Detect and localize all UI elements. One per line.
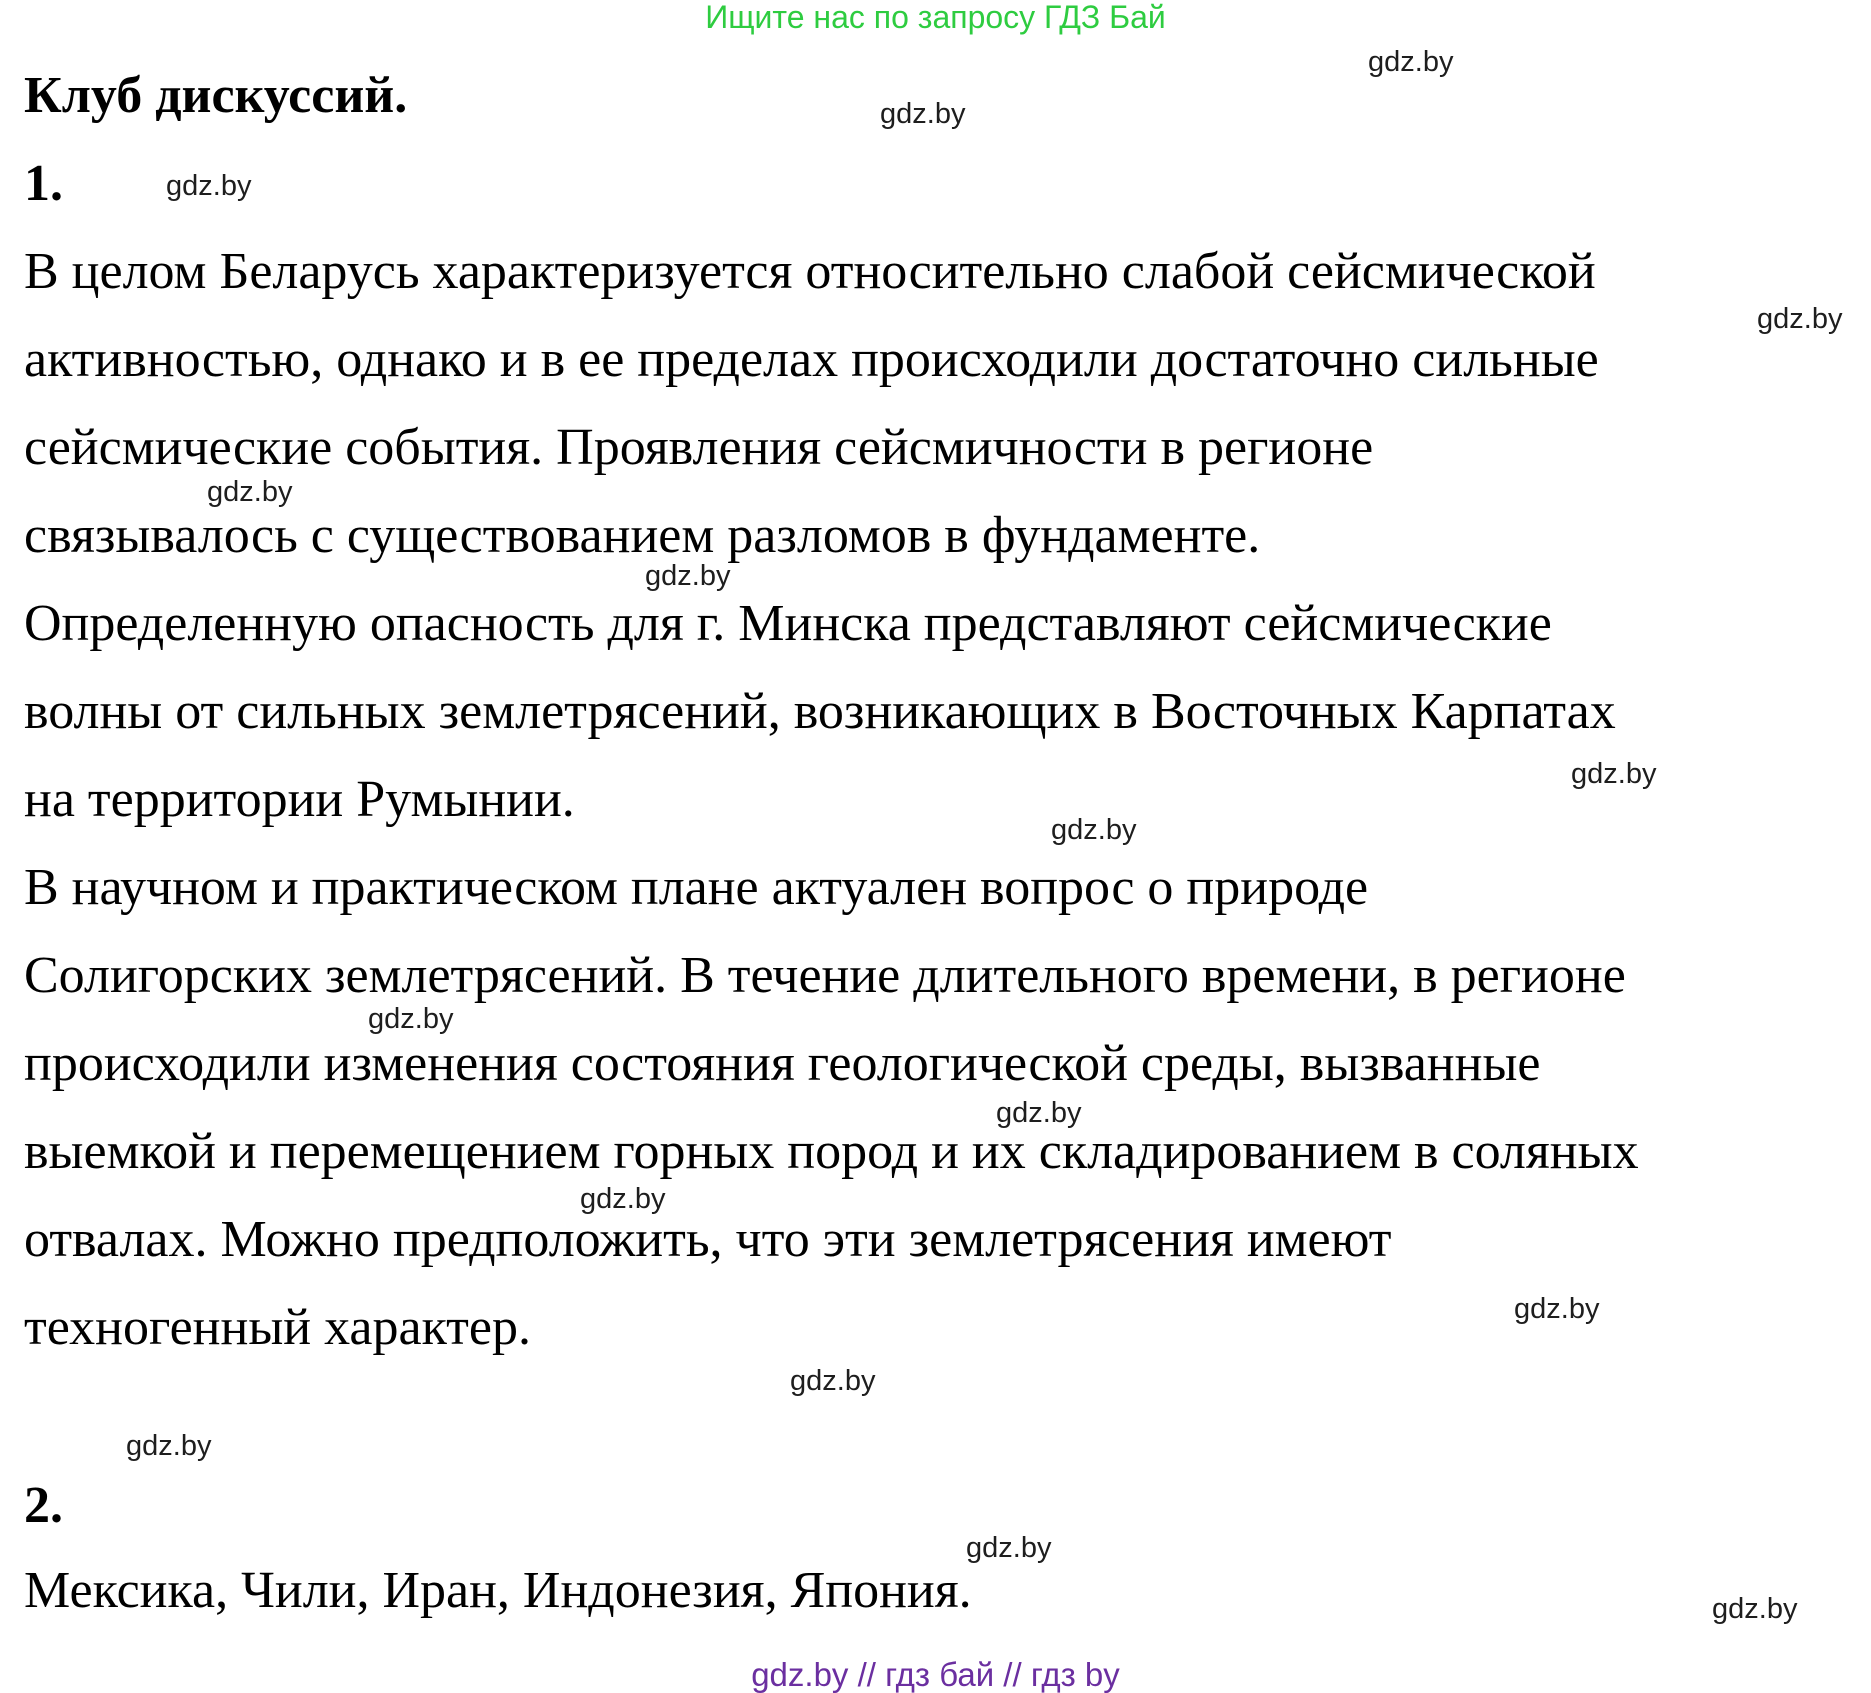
answer-number-2: 2. <box>24 1477 63 1534</box>
watermark: gdz.by <box>880 98 966 130</box>
text-line: на территории Румынии. <box>24 771 575 828</box>
watermark: gdz.by <box>1712 1593 1798 1625</box>
watermark: gdz.by <box>126 1430 212 1462</box>
text-line: выемкой и перемещением горных пород и их складированием в соляных <box>24 1123 1639 1180</box>
text-line: Мексика, Чили, Иран, Индонезия, Япония. <box>24 1562 972 1619</box>
text-line: В научном и практическом плане актуален вопрос о природе <box>24 859 1369 916</box>
watermark: gdz.by <box>207 476 293 508</box>
watermark: gdz.by <box>368 1003 454 1035</box>
answer-number-1: 1. <box>24 155 63 212</box>
watermark: gdz.by <box>1051 814 1137 846</box>
watermark: gdz.by <box>1571 758 1657 790</box>
watermark: gdz.by <box>1514 1293 1600 1325</box>
text-line: Солигорских землетрясений. В течение длительного времени, в регионе <box>24 947 1626 1004</box>
watermark: gdz.by <box>1368 46 1454 78</box>
text-line: происходили изменения состояния геологической среды, вызванные <box>24 1035 1541 1092</box>
text-line: техногенный характер. <box>24 1299 531 1356</box>
watermark: gdz.by <box>645 560 731 592</box>
text-line: связывалось с существованием разломов в фундаменте. <box>24 507 1261 564</box>
text-line: сейсмические события. Проявления сейсмичности в регионе <box>24 419 1374 476</box>
text-line: отвалах. Можно предположить, что эти землетрясения имеют <box>24 1211 1392 1268</box>
answer-text-2 <box>24 1547 972 1635</box>
watermark: gdz.by <box>166 170 252 202</box>
text-line: Определенную опасность для г. Минска представляют сейсмические <box>24 595 1552 652</box>
watermark: gdz.by <box>790 1365 876 1397</box>
text-line: активностью, однако и в ее пределах происходили достаточно сильные <box>24 331 1599 388</box>
page-title: Клуб дискуссий. <box>24 67 408 124</box>
watermark: gdz.by <box>1757 303 1843 335</box>
watermark: gdz.by <box>996 1097 1082 1129</box>
answer-text-1 <box>24 228 1639 1372</box>
top-banner: Ищите нас по запросу ГДЗ Бай <box>705 0 1166 35</box>
text-line: волны от сильных землетрясений, возникающих в Восточных Карпатах <box>24 683 1616 740</box>
text-line: В целом Беларусь характеризуется относительно слабой сейсмической <box>24 243 1596 300</box>
watermark: gdz.by <box>580 1183 666 1215</box>
watermark: gdz.by <box>966 1532 1052 1564</box>
footer-banner: gdz.by // гдз бай // гдз by <box>751 1656 1120 1693</box>
